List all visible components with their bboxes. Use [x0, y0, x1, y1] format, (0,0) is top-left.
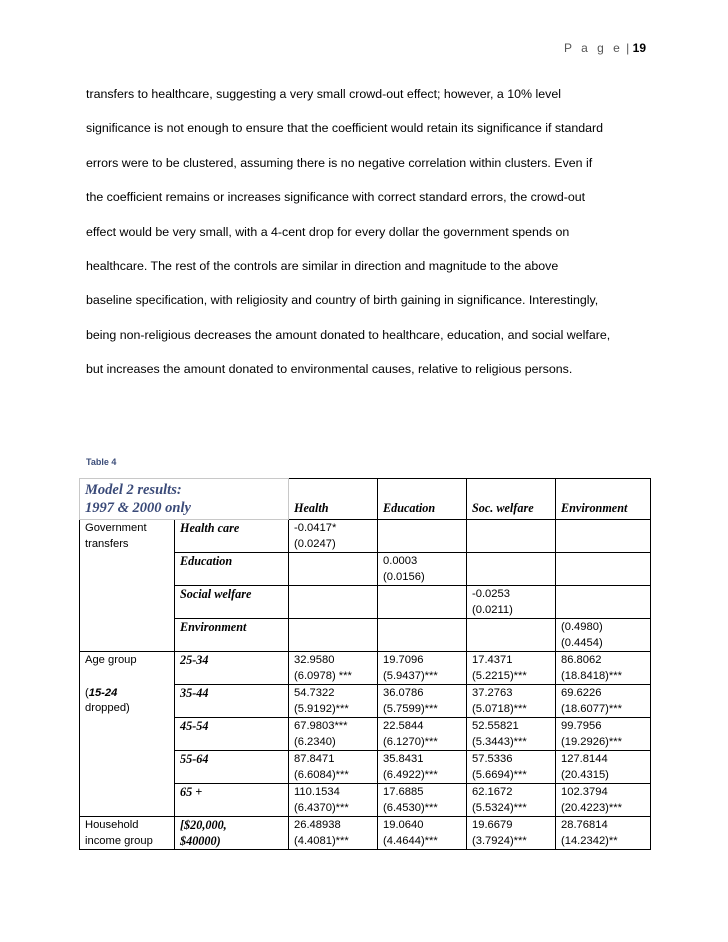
coef	[294, 620, 373, 636]
coef: 37.2763	[472, 687, 513, 699]
row-label: Health care	[175, 520, 289, 553]
group-spacer	[80, 751, 175, 784]
group-label-age: Age group	[80, 652, 175, 685]
table-cell	[467, 553, 556, 586]
se: (5.0718)***	[472, 702, 527, 715]
se	[561, 537, 646, 553]
table-cell	[289, 619, 378, 652]
body-paragraph	[86, 87, 656, 397]
coef: 19.7096	[383, 654, 424, 666]
page-label: P a g e	[564, 41, 623, 55]
se: (5.6694)***	[472, 768, 527, 781]
se	[383, 537, 462, 553]
table-row	[80, 751, 651, 784]
paragraph-line: but increases the amount donated to environmental causes, relative to religious persons.	[86, 362, 573, 377]
se	[472, 636, 551, 652]
table-cell	[378, 685, 467, 718]
table-cell	[467, 751, 556, 784]
se: (0.0156)	[383, 570, 425, 583]
coef: 17.4371	[472, 654, 513, 666]
table-row	[80, 784, 651, 817]
table-cell	[556, 520, 651, 553]
table-cell	[467, 817, 556, 850]
se: (6.0978) ***	[294, 669, 352, 682]
table-cell	[378, 586, 467, 619]
table-cell	[378, 553, 467, 586]
coef: 69.6226	[561, 687, 602, 699]
se: (6.4530)***	[383, 801, 438, 814]
table-row	[80, 652, 651, 685]
paragraph-line: errors were to be clustered, assuming there is no negative correlation within clusters. Even if	[86, 155, 593, 170]
column-header-health: Health	[289, 479, 378, 520]
table-row	[80, 718, 651, 751]
paragraph-line: healthcare. The rest of the controls are similar in direction and magnitude to the above	[86, 258, 559, 273]
se: (18.6077)***	[561, 702, 622, 715]
row-label: Environment	[175, 619, 289, 652]
row-label: Education	[175, 553, 289, 586]
se: (6.1270)***	[383, 735, 438, 748]
table-caption: Table 4	[86, 457, 117, 467]
table-cell	[467, 718, 556, 751]
se: (5.3443)***	[472, 735, 527, 748]
coef	[383, 620, 462, 636]
coef: 36.0786	[383, 687, 424, 699]
coef	[561, 521, 646, 537]
group-label-line: transfers	[85, 537, 129, 550]
table-row	[80, 553, 651, 586]
group-note-line: dropped)	[85, 702, 130, 714]
se	[561, 570, 646, 586]
row-label: 35-44	[175, 685, 289, 718]
table-cell	[289, 718, 378, 751]
table-row	[80, 619, 651, 652]
table-cell	[289, 751, 378, 784]
se: (5.9437)***	[383, 669, 438, 682]
coef: 99.7956	[561, 720, 602, 732]
se: (0.4454)	[561, 636, 603, 649]
se: (14.2342)**	[561, 834, 618, 847]
table-row	[80, 586, 651, 619]
row-label-line: [$20,000,	[180, 818, 227, 832]
paragraph-line: significance is not enough to ensure that the coefficient would retain its significance if standard	[86, 121, 604, 136]
se: (19.2926)***	[561, 735, 622, 748]
table-cell	[467, 784, 556, 817]
se: (5.5324)***	[472, 801, 527, 814]
coef	[472, 620, 551, 636]
coef: 28.76814	[561, 819, 608, 831]
se	[472, 537, 551, 553]
se: (0.0211)	[472, 603, 513, 616]
coef	[472, 554, 551, 570]
se: (6.4922)***	[383, 768, 438, 781]
se	[294, 636, 373, 652]
table-title-line1: Model 2 results:	[85, 482, 182, 498]
table-cell	[378, 784, 467, 817]
coef	[472, 521, 551, 537]
table-cell	[289, 817, 378, 850]
row-label: 65 +	[175, 784, 289, 817]
se: (20.4223)***	[561, 801, 622, 814]
group-spacer	[80, 619, 175, 652]
row-label: 25-34	[175, 652, 289, 685]
row-label: 55-64	[175, 751, 289, 784]
row-label-line: $40000)	[180, 833, 221, 848]
se: (5.2215)***	[472, 669, 527, 682]
coef: 35.8431	[383, 753, 424, 765]
table-cell	[289, 685, 378, 718]
table-cell	[467, 520, 556, 553]
table-cell	[556, 619, 651, 652]
row-label: Social welfare	[175, 586, 289, 619]
group-spacer	[80, 718, 175, 751]
coef: -0.0253	[472, 588, 510, 600]
page-separator: |	[626, 41, 630, 55]
paragraph-line: effect would be very small, with a 4-cent drop for every dollar the government spends on	[86, 224, 570, 239]
se: (4.4081)***	[294, 834, 349, 847]
coef: 87.8471	[294, 753, 335, 765]
table-cell	[467, 586, 556, 619]
coef: 26.48938	[294, 819, 341, 831]
group-label-line: Household	[85, 819, 139, 831]
coef: 110.1534	[294, 786, 340, 798]
table-cell	[556, 718, 651, 751]
table-cell	[378, 520, 467, 553]
table-cell	[556, 685, 651, 718]
se: (20.4315)	[561, 768, 609, 781]
column-header-environment: Environment	[556, 479, 651, 520]
column-header-education: Education	[378, 479, 467, 520]
table-cell	[556, 553, 651, 586]
coef: 52.55821	[472, 720, 519, 732]
table-cell	[556, 784, 651, 817]
paragraph-line: baseline specification, with religiosity and country of birth gaining in significance. Interestingly,	[86, 293, 599, 308]
se: (6.6084)***	[294, 768, 349, 781]
table-cell	[378, 652, 467, 685]
table-cell	[556, 817, 651, 850]
coef: 17.6885	[383, 786, 424, 798]
coef: 32.9580	[294, 654, 335, 666]
table-cell	[556, 652, 651, 685]
coef: 19.0640	[383, 819, 424, 831]
se: (6.4370)***	[294, 801, 349, 814]
se: (3.7924)***	[472, 834, 527, 847]
coef: 54.7322	[294, 687, 335, 699]
coef	[294, 554, 373, 570]
column-header-soc-welfare: Soc. welfare	[467, 479, 556, 520]
table-header-row	[80, 479, 651, 520]
se: (5.7599)***	[383, 702, 438, 715]
paragraph-line: transfers to healthcare, suggesting a very small crowd-out effect; however, a 10% level	[86, 87, 561, 101]
table-row	[80, 817, 651, 850]
se: (4.4644)***	[383, 834, 438, 847]
dropped-category: 15-24	[88, 686, 118, 699]
group-spacer	[80, 784, 175, 817]
coef: 0.0003	[383, 555, 418, 567]
table-cell	[289, 652, 378, 685]
coef: 62.1672	[472, 786, 513, 798]
table-cell	[556, 586, 651, 619]
group-label-line: income group	[85, 834, 153, 847]
group-spacer	[80, 553, 175, 586]
table-cell	[289, 586, 378, 619]
row-label: 45-54	[175, 718, 289, 751]
paragraph-line: the coefficient remains or increases significance with correct standard errors, the crowd-out	[86, 190, 586, 205]
se	[561, 603, 646, 619]
se: (6.2340)	[294, 735, 336, 748]
table-cell	[467, 619, 556, 652]
table-cell	[556, 751, 651, 784]
coef: 127.8144	[561, 753, 608, 765]
table-cell	[467, 685, 556, 718]
table-row	[80, 520, 651, 553]
results-table	[79, 478, 651, 850]
group-label-household-income	[80, 817, 175, 850]
table-title-line2: 1997 & 2000 only	[85, 500, 191, 516]
table-title	[80, 479, 289, 520]
se: (0.0247)	[294, 537, 336, 550]
paragraph-line: being non-religious decreases the amount donated to healthcare, education, and social welfare,	[86, 327, 611, 342]
coef: 86.8062	[561, 654, 602, 666]
table-cell	[378, 619, 467, 652]
se	[383, 603, 462, 619]
row-label	[175, 817, 289, 850]
coef: 22.5844	[383, 720, 424, 732]
coef: 102.3794	[561, 786, 608, 798]
coef: 19.6679	[472, 819, 513, 831]
group-spacer	[80, 586, 175, 619]
coef	[561, 587, 646, 603]
table-row	[80, 685, 651, 718]
table-cell	[378, 751, 467, 784]
table-cell	[467, 652, 556, 685]
coef	[383, 587, 462, 603]
coef	[383, 521, 462, 537]
se: (18.8418)***	[561, 669, 622, 682]
group-label-government-transfers	[80, 520, 175, 553]
se	[294, 570, 373, 586]
table-cell	[289, 520, 378, 553]
coef: 57.5336	[472, 753, 513, 765]
se: (5.9192)***	[294, 702, 349, 715]
table-cell	[378, 718, 467, 751]
table-cell	[378, 817, 467, 850]
coef: (0.4980)	[561, 621, 603, 633]
page-number: 19	[632, 41, 646, 55]
se	[383, 636, 462, 652]
group-note-dropped: (15-24 dropped)	[80, 685, 175, 718]
coef: -0.0417*	[294, 522, 337, 534]
se	[472, 570, 551, 586]
coef	[561, 554, 646, 570]
page-header	[564, 41, 646, 55]
group-label-line: Government	[85, 522, 147, 534]
coef: 67.9803***	[294, 720, 348, 732]
table-cell	[289, 553, 378, 586]
table-cell	[289, 784, 378, 817]
coef	[294, 587, 373, 603]
se	[294, 603, 373, 619]
